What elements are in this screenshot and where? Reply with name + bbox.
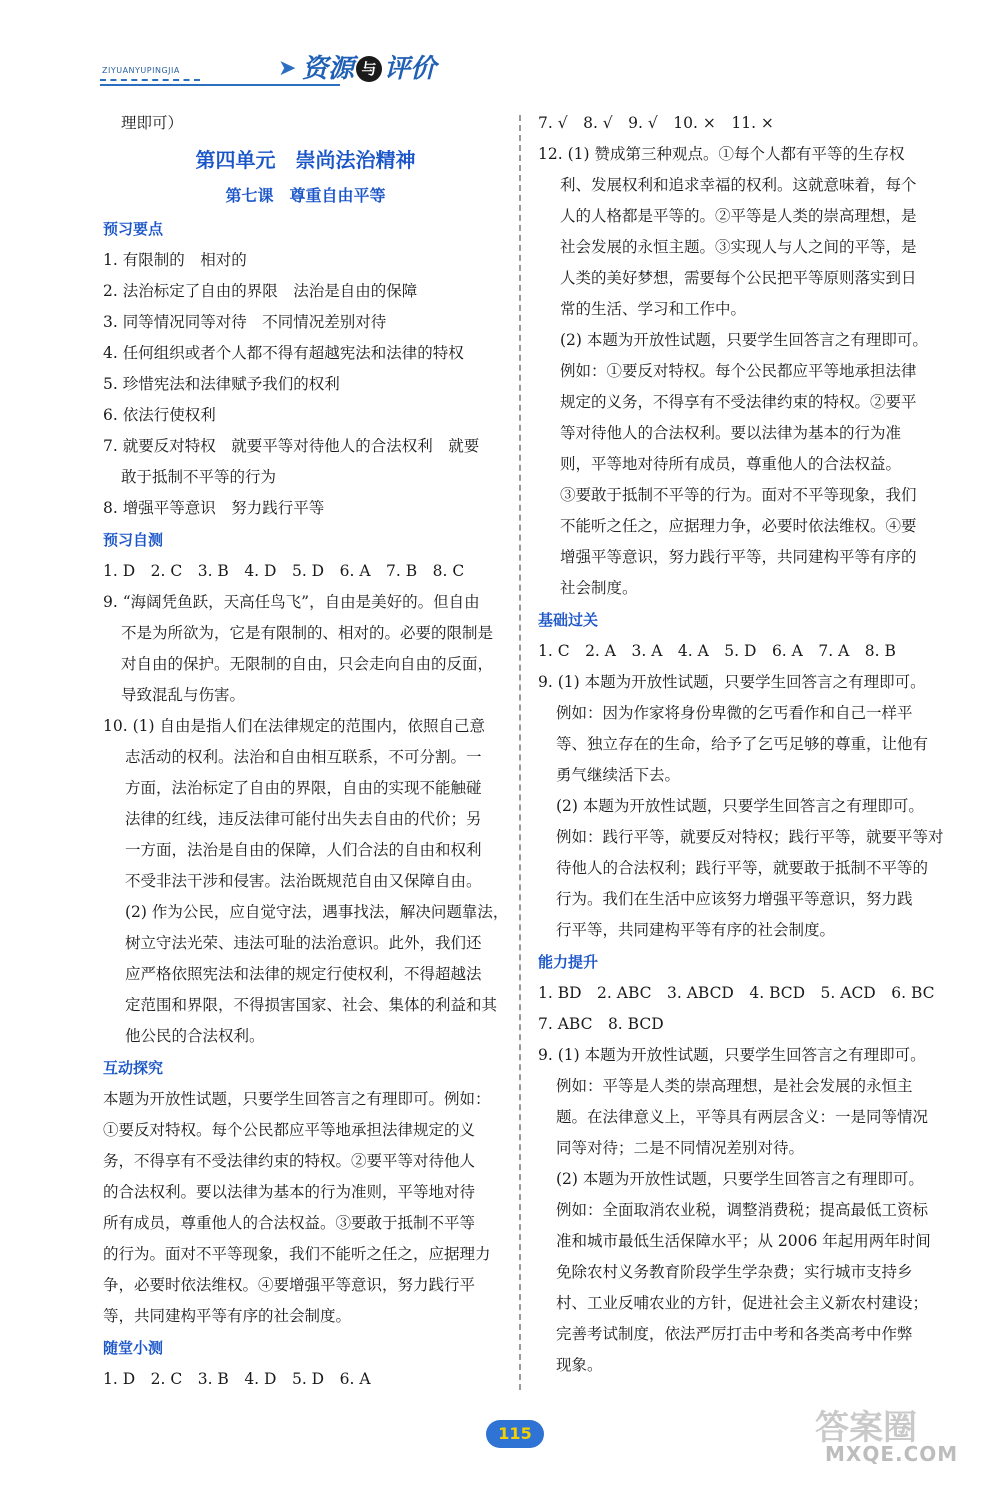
text-line: 例如：平等是人类的崇高理想，是社会发展的永恒主 [556,1077,913,1095]
book-header [100,44,460,88]
text-line: 7. ABC 8. BCD [538,1015,664,1033]
text-line: 题。在法律意义上，平等具有两层含义：一是同等情况 [556,1108,929,1126]
section-heading-quiz: 随堂小测 [103,1339,164,1357]
text-line: 待他人的合法权利；践行平等，就要敢于抵制不平等的 [556,859,929,877]
text-line: ①要反对特权。每个公民都应平等地承担法律规定的义 [103,1121,476,1139]
text-line: 村、工业反哺农业的方针，促进社会主义新农村建设； [556,1294,929,1312]
section-heading-ability: 能力提升 [538,953,599,971]
text-line: 例如：因为作家将身份卑微的乞丐看作和自己一样平 [556,704,913,722]
text-line: 7. √ 8. √ 9. √ 10. × 11. × [538,114,774,132]
text-line: 9. “海阔凭鱼跃，天高任鸟飞”，自由是美好的。但自由 [103,593,480,611]
text-line: 常的生活、学习和工作中。 [560,300,747,318]
text-line: 则，平等地对待所有成员，尊重他人的合法权益。 [560,455,902,473]
text-line: 免除农村义务教育阶段学生学杂费；实行城市支持乡 [556,1263,913,1281]
text-line: 例如：全面取消农业税，调整消费税；提高最低工资标 [556,1201,929,1219]
text-line: 6. 依法行使权利 [103,406,216,424]
text-line: 等对待他人的合法权利。要以法律为基本的行为准 [560,424,902,442]
text-line: 定范围和界限，不得损害国家、社会、集体的利益和其 [125,996,498,1014]
watermark-url: MXQE.COM [825,1442,959,1466]
text-line: 不能听之任之，应据理力争，必要时依法维权。④要 [560,517,917,535]
right-column [538,108,943,1381]
text-line: 2. 法治标定了自由的界限 法治是自由的保障 [103,282,418,300]
text-line: (2) 本题为开放性试题，只要学生回答言之有理即可。 [556,1170,924,1188]
text-line: 务，不得享有不受法律约束的特权。②要平等对待他人 [103,1152,476,1170]
text-line: 9. (1) 本题为开放性试题，只要学生回答言之有理即可。 [538,1046,926,1064]
text-line: 社会制度。 [560,579,638,597]
section-heading-selftest: 预习自测 [103,531,164,549]
text-line: 完善考试制度，依法严厉打击中考和各类高考中作弊 [556,1325,913,1343]
header-arrow [100,79,200,81]
header-pinyin: ZIYUANYUPINGJIA [102,66,180,75]
text-line: 他公民的合法权利。 [125,1027,265,1045]
text-line: 5. 珍惜宪法和法律赋予我们的权利 [103,375,340,393]
text-line: 1. 有限制的 相对的 [103,251,247,269]
text-line: 1. D 2. C 3. B 4. D 5. D 6. A [103,1370,371,1388]
text-line: 导致混乱与伤害。 [121,686,246,704]
brand-mid: 与 [356,56,382,82]
text-line: 的合法权利。要以法律为基本的行为准则，平等地对待 [103,1183,476,1201]
text-line: 4. 任何组织或者个人都不得有超越宪法和法律的特权 [103,344,464,362]
text-line: 法律的红线，违反法律可能付出失去自由的代价；另 [125,810,482,828]
text-line: 本题为开放性试题，只要学生回答言之有理即可。例如： [103,1090,491,1108]
text-line: 8. 增强平等意识 努力践行平等 [103,499,325,517]
text-line: 敢于抵制不平等的行为 [121,468,277,486]
text-line: 9. (1) 本题为开放性试题，只要学生回答言之有理即可。 [538,673,926,691]
text-line: 应严格依照宪法和法律的规定行使权利，不得超越法 [125,965,482,983]
left-column [103,108,508,1395]
text-line: (2) 本题为开放性试题，只要学生回答言之有理即可。 [560,331,928,349]
brand-left: 资源 [302,54,355,84]
text-line: 人类的美好梦想，需要每个公民把平等原则落实到日 [560,269,917,287]
lesson-title: 第七课 尊重自由平等 [225,186,386,205]
text-line: 等，共同建构平等有序的社会制度。 [103,1307,352,1325]
text-line: 行为。我们在生活中应该努力增强平等意识，努力践 [556,890,913,908]
text-line: 同等对待；二是不同情况差别对待。 [556,1139,805,1157]
arrow-icon: ➤ [278,56,297,81]
text-line: 争，必要时依法维权。④要增强平等意识，努力践行平 [103,1276,476,1294]
text-line: 等、独立存在的生命，给予了乞丐足够的尊重，让他有 [556,735,929,753]
brand-right: 评价 [384,54,437,84]
text-line: 增强平等意识，努力践行平等，共同建构平等有序的 [560,548,917,566]
text-line: 方面，法治标定了自由的界限，自由的实现不能触碰 [125,779,482,797]
text-line: (2) 作为公民，应自觉守法，遇事找法，解决问题靠法， [125,903,509,921]
text-line: 不受非法干涉和侵害。法治既规范自由又保障自由。 [125,872,482,890]
text-line: 现象。 [556,1356,603,1374]
text-line: 1. C 2. A 3. A 4. A 5. D 6. A 7. A 8. B [538,642,896,660]
text-line: 准和城市最低生活保障水平；从 2006 年起用两年时间 [556,1232,931,1250]
section-heading-preview: 预习要点 [103,220,164,238]
text-line: 理即可） [121,114,184,132]
text-line: 7. 就要反对特权 就要平等对待他人的合法权利 就要 [103,437,480,455]
column-divider [519,115,521,1390]
text-line: 勇气继续活下去。 [556,766,681,784]
text-line: 树立守法光荣、违法可耻的法治意识。此外，我们还 [125,934,482,952]
text-line: 1. D 2. C 3. B 4. D 5. D 6. A 7. B 8. C [103,562,465,580]
text-line: 利、发展权利和追求幸福的权利。这就意味着，每个 [560,176,917,194]
text-line: 的行为。面对不平等现象，我们不能听之任之，应据理力 [103,1245,491,1263]
text-line: 所有成员，尊重他人的合法权益。③要敢于抵制不平等 [103,1214,476,1232]
text-line: 例如：①要反对特权。每个公民都应平等地承担法律 [560,362,917,380]
section-heading-explore: 互动探究 [103,1059,164,1077]
text-line: 行平等，共同建构平等有序的社会制度。 [556,921,836,939]
text-line: 对自由的保护。无限制的自由，只会走向自由的反面， [121,655,494,673]
text-line: 12. (1) 赞成第三种观点。①每个人都有平等的生存权 [538,145,905,163]
text-line: 1. BD 2. ABC 3. ABCD 4. BCD 5. ACD 6. BC [538,984,935,1002]
section-heading-basic: 基础过关 [538,611,599,629]
text-line: 一方面，法治是自由的保障，人们合法的自由和权利 [125,841,482,859]
text-line: 10. (1) 自由是指人们在法律规定的范围内，依照自己意 [103,717,485,735]
text-line: 志活动的权利。法治和自由相互联系，不可分割。一 [125,748,482,766]
text-line: 例如：践行平等，就要反对特权；践行平等，就要平等对 [556,828,944,846]
unit-title: 第四单元 崇尚法治精神 [195,148,416,172]
text-line: 不是为所欲为，它是有限制的、相对的。必要的限制是 [121,624,494,642]
watermark [815,1400,985,1470]
header-underline [100,84,340,86]
text-line: 人的人格都是平等的。②平等是人类的崇高理想，是 [560,207,917,225]
text-line: ③要敢于抵制不平等的行为。面对不平等现象，我们 [560,486,917,504]
text-line: 规定的义务，不得享有不受法律约束的特权。②要平 [560,393,917,411]
watermark-logo-text: 答案圈 [815,1408,917,1448]
header-brand [302,48,436,85]
page-number: 115 [486,1420,544,1448]
text-line: 社会发展的永恒主题。③实现人与人之间的平等，是 [560,238,917,256]
text-line: (2) 本题为开放性试题，只要学生回答言之有理即可。 [556,797,924,815]
text-line: 3. 同等情况同等对待 不同情况差别对待 [103,313,387,331]
